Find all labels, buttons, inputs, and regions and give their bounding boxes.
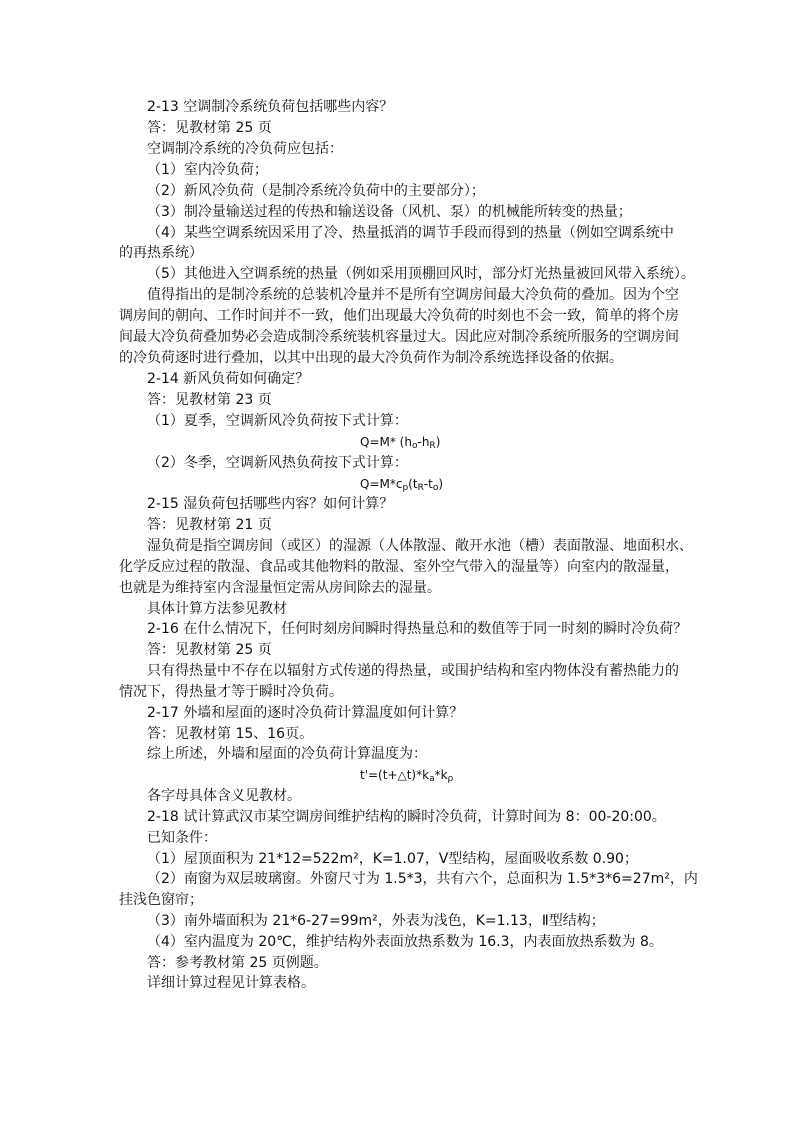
paragraph-line: 间最大冷负荷叠加势必会造成制冷系统装机容量过大。因此应对制冷系统所服务的空调房间 [119,329,679,345]
list-item: （3）南外墙面积为 21*6-27=99m²，外表为浅色，K=1.13，Ⅱ型结构； [147,913,605,929]
list-item: （4）某些空调系统因采用了冷、热量抵消的调节手段而得到的热量（例如空调系统中 [147,225,674,241]
question-2-15: 2-15 湿负荷包括哪些内容？如何计算？ [147,496,394,512]
answer-2-17: 答：见教材第 15、16页。 [147,726,314,742]
question-2-16: 2-16 在什么情况下，任何时刻房间瞬时得热量总和的数值等于同一时刻的瞬时冷负荷？ [147,621,688,637]
answer-2-13: 答：见教材第 25 页 [147,120,272,136]
paragraph-line: 已知条件： [147,830,217,846]
list-item: （3）制冷量输送过程的传热和输送设备（风机、泵）的机械能所转变的热量； [147,204,632,220]
list-item: （2）新风冷负荷（是制冷系统冷负荷中的主要部分）； [147,183,485,199]
list-item: （5）其他进入空调系统的热量（例如采用顶棚回风时，部分灯光热量被回风带入系统）。 [147,266,695,282]
list-item: （1）室内冷负荷； [147,162,268,178]
question-2-13: 2-13 空调制冷系统负荷包括哪些内容？ [147,99,394,115]
formula-temperature: $t'=(t+\triangle t)*k_a*k_\rho$ [360,768,454,784]
list-item: （2）南窗为双层玻璃窗。外窗尺寸为 1.5*3，共有六个，总面积为 1.5*3*6=27m²，内 [147,871,698,887]
list-item: （1）夏季，空调新风冷负荷按下式计算： [147,413,408,429]
paragraph-line: 情况下，得热量才等于瞬时冷负荷。 [119,684,343,700]
list-item: （2）冬季，空调新风热负荷按下式计算： [147,455,408,471]
question-2-14: 2-14 新风负荷如何确定？ [147,371,310,387]
formula-winter: $Q=M*c_p(t_R-t_o)$ [360,477,444,493]
paragraph-line: 值得指出的是制冷系统的总装机冷量并不是所有空调房间最大冷负荷的叠加。因为个空 [147,287,679,303]
answer-2-16: 答：见教材第 25 页 [147,642,272,658]
answer-2-18: 答：参考教材第 25 页例题。 [147,955,328,971]
list-item-continued: 的再热系统） [119,245,203,261]
paragraph-line: 各字母具体含义见教材。 [147,788,301,804]
question-2-17: 2-17 外墙和屋面的逐时冷负荷计算温度如何计算？ [147,705,464,721]
text-line: 空调制冷系统的冷负荷应包括： [147,141,343,157]
answer-2-14: 答：见教材第 23 页 [147,392,272,408]
formula-summer: Q=M* $(h_o-h_R)$ [360,435,441,451]
paragraph-line: 调房间的朝向、工作时间并不一致，他们出现最大冷负荷的时刻也不会一致，简单的将个房 [119,308,679,324]
paragraph-line: 的冷负荷逐时进行叠加，以其中出现的最大冷负荷作为制冷系统选择设备的依据。 [119,350,623,366]
paragraph-line: 湿负荷是指空调房间（或区）的湿源（人体散湿、敞开水池（槽）表面散湿、地面积水、 [147,538,693,554]
list-item-continued: 挂浅色窗帘； [119,892,203,908]
list-item: （4）室内温度为 20℃，维护结构外表面放热系数为 16.3，内表面放热系数为 8。 [147,934,663,950]
list-item: （1）屋顶面积为 21*12=522m²，K=1.07，Ⅴ型结构，屋面吸收系数 0.90； [147,851,638,867]
paragraph-line: 综上所述，外墙和屋面的冷负荷计算温度为： [147,746,427,762]
paragraph-line: 化学反应过程的散湿、食品或其他物料的散湿、室外空气带入的湿量等）向室内的散湿量， [119,559,679,575]
paragraph-line: 也就是为维持室内含湿量恒定需从房间除去的湿量。 [119,580,441,596]
answer-2-15: 答：见教材第 21 页 [147,517,272,533]
paragraph-line: 具体计算方法参见教材 [147,601,287,617]
question-2-18: 2-18 试计算武汉市某空调房间维护结构的瞬时冷负荷，计算时间为 8：00-20:00。 [147,809,666,825]
paragraph-line: 详细计算过程见计算表格。 [147,975,315,991]
paragraph-line: 只有得热量中不存在以辐射方式传递的得热量，或围护结构和室内物体没有蓄热能力的 [147,663,679,679]
